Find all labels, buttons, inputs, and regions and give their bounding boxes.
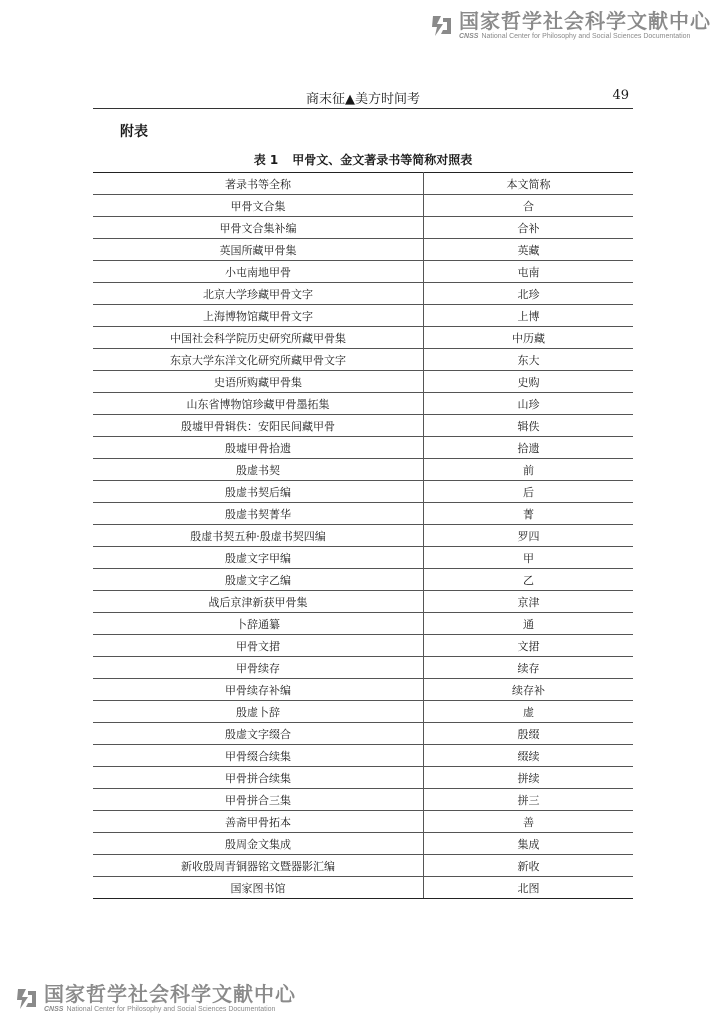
table-row <box>93 525 633 547</box>
cell-full-title: 殷虚书契菁华 <box>93 503 424 525</box>
cell-full-title: 英国所藏甲骨集 <box>93 239 424 261</box>
cell-full-title: 东京大学东洋文化研究所藏甲骨文字 <box>93 349 424 371</box>
table-row <box>93 767 633 789</box>
cell-abbreviation: 京津 <box>424 591 634 613</box>
cell-full-title: 中国社会科学院历史研究所藏甲骨集 <box>93 327 424 349</box>
table-row <box>93 239 633 261</box>
watermark-subtitle: National Center for Philosophy and Social Sciences Documentation <box>66 1006 276 1013</box>
cell-full-title: 甲骨文合集补编 <box>93 217 424 239</box>
table-row <box>93 349 633 371</box>
cell-abbreviation: 东大 <box>424 349 634 371</box>
table-row <box>93 393 633 415</box>
cell-abbreviation: 虚 <box>424 701 634 723</box>
cell-full-title: 甲骨缀合续集 <box>93 745 424 767</box>
cell-full-title: 殷墟甲骨辑佚：安阳民间藏甲骨 <box>93 415 424 437</box>
table-row <box>93 437 633 459</box>
cell-abbreviation: 乙 <box>424 569 634 591</box>
table-row <box>93 635 633 657</box>
cell-full-title: 殷虚书契五种·殷虚书契四编 <box>93 525 424 547</box>
table-row <box>93 613 633 635</box>
cell-abbreviation: 续存补 <box>424 679 634 701</box>
cell-abbreviation: 合 <box>424 195 634 217</box>
table-body <box>93 195 633 899</box>
cell-full-title: 国家图书馆 <box>93 877 424 899</box>
cell-abbreviation: 拼续 <box>424 767 634 789</box>
cell-full-title: 善斋甲骨拓本 <box>93 811 424 833</box>
table-row <box>93 503 633 525</box>
running-head <box>93 88 633 109</box>
table-row <box>93 591 633 613</box>
table-row <box>93 481 633 503</box>
table-row <box>93 305 633 327</box>
cell-abbreviation: 北珍 <box>424 283 634 305</box>
section-title: 附表 <box>120 124 148 140</box>
cell-abbreviation: 甲 <box>424 547 634 569</box>
abbreviation-table <box>93 172 633 899</box>
table-header-row <box>93 173 633 195</box>
cell-full-title: 上海博物馆藏甲骨文字 <box>93 305 424 327</box>
cell-abbreviation: 新收 <box>424 855 634 877</box>
cell-abbreviation: 后 <box>424 481 634 503</box>
cell-full-title: 山东省博物馆珍藏甲骨墨拓集 <box>93 393 424 415</box>
cell-abbreviation: 善 <box>424 811 634 833</box>
cell-abbreviation: 中历藏 <box>424 327 634 349</box>
cell-abbreviation: 北图 <box>424 877 634 899</box>
cell-full-title: 甲骨拼合三集 <box>93 789 424 811</box>
cell-abbreviation: 通 <box>424 613 634 635</box>
table-row <box>93 877 633 899</box>
table-row <box>93 723 633 745</box>
cell-abbreviation: 续存 <box>424 657 634 679</box>
table-row <box>93 657 633 679</box>
cnss-logo-icon <box>14 985 38 1013</box>
table-row <box>93 855 633 877</box>
cell-full-title: 殷周金文集成 <box>93 833 424 855</box>
column-header-abbreviation: 本文简称 <box>424 173 634 195</box>
cell-abbreviation: 前 <box>424 459 634 481</box>
cell-abbreviation: 合补 <box>424 217 634 239</box>
cell-full-title: 卜辞通纂 <box>93 613 424 635</box>
table-row <box>93 547 633 569</box>
running-title: 商末征▲美方时间考 <box>306 92 420 107</box>
cnss-logo-icon <box>429 12 453 40</box>
cell-full-title: 殷虚文字甲编 <box>93 547 424 569</box>
cell-full-title: 甲骨续存 <box>93 657 424 679</box>
table-caption <box>93 151 633 168</box>
cell-full-title: 史语所购藏甲骨集 <box>93 371 424 393</box>
cell-abbreviation: 辑佚 <box>424 415 634 437</box>
table-row <box>93 679 633 701</box>
cell-full-title: 殷虚文字缀合 <box>93 723 424 745</box>
table-row <box>93 459 633 481</box>
cell-full-title: 甲骨文捃 <box>93 635 424 657</box>
table-caption-title: 甲骨文、金文著录书等简称对照表 <box>292 153 473 167</box>
cell-abbreviation: 罗四 <box>424 525 634 547</box>
cell-full-title: 殷虚卜辞 <box>93 701 424 723</box>
cell-full-title: 殷墟甲骨拾遗 <box>93 437 424 459</box>
cell-abbreviation: 拾遗 <box>424 437 634 459</box>
table-row <box>93 701 633 723</box>
watermark-title: 国家哲学社会科学文献中心 <box>459 9 711 33</box>
table-row <box>93 833 633 855</box>
table-row <box>93 217 633 239</box>
watermark-subtitle: National Center for Philosophy and Social Sciences Documentation <box>481 33 691 40</box>
cell-full-title: 新收殷周青铜器铭文暨器影汇编 <box>93 855 424 877</box>
cell-abbreviation: 屯南 <box>424 261 634 283</box>
table-row <box>93 261 633 283</box>
cell-full-title: 甲骨文合集 <box>93 195 424 217</box>
table-row <box>93 745 633 767</box>
cell-abbreviation: 山珍 <box>424 393 634 415</box>
table-row <box>93 811 633 833</box>
cell-full-title: 战后京津新获甲骨集 <box>93 591 424 613</box>
cell-abbreviation: 英藏 <box>424 239 634 261</box>
watermark-title: 国家哲学社会科学文献中心 <box>44 982 296 1006</box>
table-row <box>93 327 633 349</box>
table-row <box>93 789 633 811</box>
table-row <box>93 415 633 437</box>
cell-abbreviation: 殷缀 <box>424 723 634 745</box>
watermark-prefix: CNSS <box>44 1006 64 1013</box>
table-caption-number: 表 1 <box>253 153 279 167</box>
table-row <box>93 371 633 393</box>
cell-full-title: 殷虚书契后编 <box>93 481 424 503</box>
watermark-prefix: CNSS <box>459 33 479 40</box>
cell-abbreviation: 拼三 <box>424 789 634 811</box>
cell-full-title: 北京大学珍藏甲骨文字 <box>93 283 424 305</box>
cell-abbreviation: 集成 <box>424 833 634 855</box>
cell-abbreviation: 缀续 <box>424 745 634 767</box>
watermark-top <box>429 10 711 41</box>
cell-full-title: 甲骨续存补编 <box>93 679 424 701</box>
column-header-full-title: 著录书等全称 <box>93 173 424 195</box>
cell-full-title: 殷虚书契 <box>93 459 424 481</box>
table-row <box>93 195 633 217</box>
cell-full-title: 小屯南地甲骨 <box>93 261 424 283</box>
cell-abbreviation: 史购 <box>424 371 634 393</box>
table-row <box>93 569 633 591</box>
page-number: 49 <box>612 88 629 103</box>
cell-full-title: 甲骨拼合续集 <box>93 767 424 789</box>
table-row <box>93 283 633 305</box>
cell-full-title: 殷虚文字乙编 <box>93 569 424 591</box>
cell-abbreviation: 菁 <box>424 503 634 525</box>
cell-abbreviation: 文捃 <box>424 635 634 657</box>
cell-abbreviation: 上博 <box>424 305 634 327</box>
watermark-bottom <box>14 983 296 1014</box>
